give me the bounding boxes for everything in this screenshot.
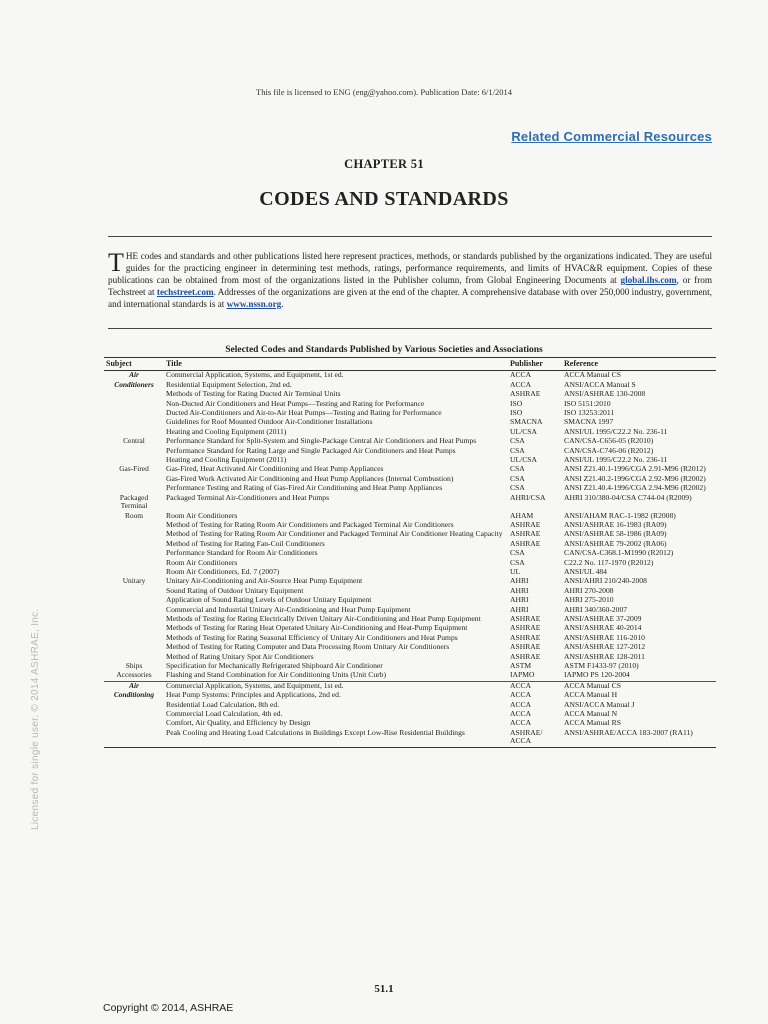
reference-cell: ANSI/AHAM RAC-1-1982 (R2008) [564, 510, 676, 520]
reference-cell: ANSI Z21.40.4-1996/CGA 2.94-M96 (R2002) [564, 483, 706, 493]
subject-cell: Conditioners [114, 379, 154, 389]
divider [108, 236, 712, 237]
subject-cell: Accessories [116, 670, 152, 680]
reference-cell: AHRI 270-2008 [564, 585, 614, 595]
title-cell: Method of Testing for Rating Room Air Conditioners and Packaged Terminal Air Conditioners [166, 519, 454, 529]
table-row [104, 671, 716, 681]
publisher-cell: ASTM [510, 661, 532, 670]
subject-cell [104, 475, 164, 484]
reference-cell: ANSI Z21.40.2-1996/CGA 2.92-M96 (R2002) [564, 473, 706, 483]
subject-cell [104, 634, 164, 643]
title-cell: Specification for Mechanically Refrigerated Shipboard Air Conditioner [166, 661, 383, 670]
title-cell: Method of Testing for Rating Room Air Conditioner and Packaged Terminal Air Conditioner Heating Capacity [166, 529, 503, 539]
reference-cell: CAN/CSA-C368.1-M1990 (R2012) [564, 548, 674, 558]
reference-cell: ANSI/ASHRAE/ACCA 183-2007 (RA11) [562, 729, 716, 747]
reference-cell: ACCA Manual RS [564, 718, 621, 728]
title-cell: Sound Rating of Outdoor Unitary Equipment [166, 585, 304, 595]
title-cell: Flashing and Stand Combination for Air Conditioning Units (Unit Curb) [166, 670, 387, 680]
col-title-header: Title [164, 358, 508, 371]
publisher-cell: ASHRAE [510, 632, 541, 642]
subject-cell: Conditioning [113, 690, 155, 700]
reference-cell: IAPMO PS 120-2004 [564, 670, 630, 680]
page-title: CODES AND STANDARDS [259, 188, 509, 210]
techstreet-link[interactable]: techstreet.com [156, 287, 214, 297]
subject-cell [104, 587, 164, 596]
subject-cell: Packaged Terminal [119, 492, 149, 511]
publisher-cell: AHAM [510, 510, 534, 520]
publisher-cell: ASHRAE [510, 613, 541, 623]
publisher-cell: ACCA [510, 718, 532, 728]
title-cell: Gas-Fired, Heat Activated Air Conditioning and Heat Pump Appliances [166, 464, 384, 474]
title-cell: Methods of Testing for Rating Ducted Air Terminal Units [166, 389, 341, 399]
codes-table [104, 357, 716, 748]
title-cell: Method of Testing for Rating Fan-Coil Conditioners [166, 538, 325, 548]
title-cell: Application of Sound Rating Levels of Outdoor Unitary Equipment [166, 595, 372, 605]
reference-cell: C22.2 No. 117-1970 (R2012) [564, 557, 654, 567]
reference-cell: ANSI/ASHRAE 128-2011 [564, 651, 645, 661]
title-cell: Heat Pump Systems: Principles and Applications, 2nd ed. [166, 690, 341, 700]
reference-cell: ANSI/ASHRAE 40-2014 [564, 623, 642, 633]
publisher-cell: ACCA [510, 379, 532, 389]
title-cell: Heating and Cooling Equipment (2011) [166, 455, 287, 465]
chapter-label: CHAPTER 51 [344, 157, 424, 171]
divider [108, 328, 712, 329]
reference-cell: ANSI/ASHRAE 130-2008 [564, 389, 646, 399]
publisher-cell: CSA [510, 473, 525, 483]
subject-cell: Ships [125, 661, 143, 670]
publisher-cell: ASHRAE [510, 519, 541, 529]
subject-cell [104, 596, 164, 605]
subject-cell [104, 710, 164, 719]
title-cell: Guidelines for Roof Mounted Outdoor Air-Conditioner Installations [166, 417, 373, 427]
title-cell: Performance Standard for Split-System and Single-Package Central Air Conditioners and Heat Pumps [166, 436, 477, 446]
publisher-cell: ISO [510, 408, 523, 418]
title-cell: Method of Rating Unitary Spot Air Conditioners [166, 651, 314, 661]
subject-cell [104, 701, 164, 710]
subject-cell: Gas-Fired [119, 464, 149, 474]
title-cell: Packaged Terminal Air-Conditioners and Heat Pumps [166, 492, 330, 502]
publisher-cell: ASHRAE [510, 538, 541, 548]
page-number: 51.1 [374, 983, 394, 995]
license-line: This file is licensed to ENG (eng@yahoo.com). Publication Date: 6/1/2014 [256, 87, 512, 97]
subject-cell [104, 719, 164, 728]
title-cell: Non-Ducted Air Conditioners and Heat Pumps—Testing and Rating for Performance [166, 398, 425, 408]
copyright-notice: Copyright © 2014, ASHRAE [103, 1002, 234, 1014]
table-row [104, 494, 716, 512]
publisher-cell: CSA [510, 445, 525, 455]
intro-paragraph: THE codes and standards and other publications listed here represent practices, methods, or standards published by the organizations indicated. They are useful guides for the practicing engineer in determining test methods, ratings, performance requirements, and limits of HVAC&R equipment. Copies of these publications can be obtained from most of the organizations listed in the Publisher column, from Global Engineering Documents at global.ihs.com, or from Techstreet at techstreet.com. Addresses of the organizations are given at the end of the chapter. A comprehensive database with over 250,000 industry, government, and international standards is at www.nssn.org. [108, 248, 713, 309]
reference-cell: ISO 5151:2010 [564, 398, 611, 408]
subject-cell: Central [123, 436, 145, 446]
col-publisher-header: Publisher [508, 358, 562, 371]
related-resources-link[interactable]: Related Commercial Resources [511, 129, 712, 144]
subject-cell [104, 643, 164, 652]
title-cell: Methods of Testing for Rating Electrically Driven Unitary Air-Conditioning and Heat Pump Equipment [166, 613, 481, 623]
publisher-cell: ASHRAE [510, 623, 541, 633]
reference-cell: ACCA Manual H [564, 690, 618, 700]
publisher-cell: UL/CSA [510, 455, 538, 465]
subject-cell [104, 400, 164, 409]
title-cell: Unitary Air-Conditioning and Air-Source Heat Pump Equipment [166, 576, 363, 586]
publisher-cell: IAPMO [510, 670, 535, 680]
publisher-cell: AHRI [510, 576, 529, 586]
publisher-cell: ACCA [510, 370, 532, 380]
publisher-cell: CSA [510, 464, 525, 474]
publisher-cell: CSA [510, 436, 525, 446]
subject-cell: Room [124, 510, 144, 520]
col-subject-header: Subject [104, 358, 164, 371]
reference-cell: CAN/CSA-C656-05 (R2010) [564, 436, 654, 446]
col-reference-header: Reference [562, 358, 716, 371]
title-cell: Commercial Application, Systems, and Equipment, 1st ed. [164, 681, 508, 691]
publisher-cell: ISO [510, 398, 523, 408]
reference-cell: ANSI/AHRI 210/240-2008 [564, 576, 647, 586]
subject-cell [104, 447, 164, 456]
publisher-cell: AHRI [510, 595, 529, 605]
title-cell: Performance Testing and Rating of Gas-Fired Air Conditioning and Heat Pump Appliances [166, 483, 443, 493]
reference-cell: ASTM F1433-97 (2010) [564, 661, 639, 670]
subject-cell: Air [129, 370, 139, 380]
reference-cell: ACCA Manual CS [562, 681, 716, 691]
reference-cell: ANSI/ACCA Manual S [564, 379, 636, 389]
reference-cell: ANSI/ASHRAE 58-1986 (RA09) [564, 529, 667, 539]
reference-cell: ACCA Manual CS [564, 370, 621, 380]
nssn-link[interactable]: www.nssn.org [226, 299, 282, 309]
reference-cell: ANSI/ASHRAE 79-2002 (RA06) [564, 538, 667, 548]
title-cell: Comfort, Air Quality, and Efficiency by Design [166, 718, 311, 728]
subject-cell [104, 418, 164, 427]
reference-cell: AHRI 275-2010 [564, 595, 614, 605]
subject-cell [104, 606, 164, 615]
subject-cell [104, 540, 164, 549]
subject-cell [104, 409, 164, 418]
title-cell: Commercial and Industrial Unitary Air-Conditioning and Heat Pump Equipment [166, 604, 411, 614]
title-cell: Heating and Cooling Equipment (2011) [166, 426, 287, 436]
reference-cell: ANSI/ASHRAE 16-1983 (RA09) [564, 519, 667, 529]
publisher-cell: ACCA [508, 681, 562, 691]
reference-cell: ANSI/UL 1995/C22.2 No. 236-11 [564, 426, 668, 436]
table-body [104, 371, 716, 747]
title-cell: Performance Standard for Rating Large and Single Packaged Air Conditioners and Heat Pumps [166, 445, 456, 455]
publisher-cell: CSA [510, 483, 525, 493]
title-cell: Performance Standard for Room Air Conditioners [166, 548, 318, 558]
subject-cell: Air [104, 681, 164, 691]
publisher-cell: ASHRAE [510, 642, 541, 652]
publisher-cell: ASHRAE [510, 389, 541, 399]
publisher-cell: SMACNA [510, 417, 543, 427]
table-caption: Selected Codes and Standards Published by Various Societies and Associations [225, 345, 543, 355]
title-cell: Residential Equipment Selection, 2nd ed. [166, 379, 292, 389]
subject-cell [104, 729, 164, 747]
publisher-cell: AHRI [510, 585, 529, 595]
title-cell: Ducted Air-Conditioners and Air-to-Air Heat Pumps—Testing and Rating for Performance [166, 408, 442, 418]
title-cell: Methods of Testing for Rating Seasonal Efficiency of Unitary Air Conditioners and Heat Pumps [166, 632, 458, 642]
reference-cell: ANSI/ASHRAE 116-2010 [564, 632, 645, 642]
publisher-cell: ACCA [510, 699, 532, 709]
title-cell: Method of Testing for Rating Computer and Data Processing Room Unitary Air Conditioners [166, 642, 450, 652]
title-cell: Peak Cooling and Heating Load Calculations in Buildings Except Low-Rise Residential Buildings [164, 729, 508, 747]
subject-cell [104, 549, 164, 558]
drop-cap: T [108, 248, 124, 277]
title-cell: Residential Load Calculation, 8th ed. [166, 699, 280, 709]
reference-cell: ACCA Manual N [564, 709, 618, 719]
publisher-cell: ASHRAE [510, 651, 541, 661]
publisher-cell: ACCA [510, 690, 532, 700]
table-header-row [104, 358, 716, 371]
license-watermark: Licensed for single user. © 2014 ASHRAE, Inc. [30, 608, 41, 830]
title-cell: Room Air Conditioners [166, 557, 238, 567]
title-cell: Methods of Testing for Rating Heat Operated Unitary Air-Conditioning and Heat-Pump Equipment [166, 623, 468, 633]
reference-cell: ANSI Z21.40.1-1996/CGA 2.91-M96 (R2012) [564, 464, 706, 474]
publisher-cell: ACCA [510, 709, 532, 719]
publisher-cell: CSA [510, 548, 525, 558]
reference-cell: ANSI/UL 1995/C22.2 No. 236-11 [564, 455, 668, 465]
publisher-cell: CSA [510, 557, 525, 567]
subject-cell: Unitary [122, 576, 146, 586]
reference-cell: ANSI/UL 484 [564, 566, 607, 576]
subject-cell [104, 521, 164, 530]
subject-cell [104, 530, 164, 539]
global-ihs-link[interactable]: global.ihs.com [620, 275, 677, 285]
reference-cell: AHRI 310/380-04/CSA C744-04 (R2009) [564, 492, 692, 502]
publisher-cell: AHRI [510, 604, 529, 614]
title-cell: Room Air Conditioners, Ed. 7 (2007) [166, 566, 280, 576]
publisher-cell: ASHRAE/ ACCA [508, 729, 562, 747]
subject-cell [104, 390, 164, 399]
subject-cell [104, 615, 164, 624]
title-cell: Commercial Load Calculation, 4th ed. [166, 709, 283, 719]
publisher-cell: UL/CSA [510, 426, 538, 436]
title-cell: Gas-Fired Work Activated Air Conditioning and Heat Pump Appliances (Internal Combustion) [166, 473, 454, 483]
reference-cell: ANSI/ASHRAE 37-2009 [564, 613, 642, 623]
reference-cell: AHRI 340/360-2007 [564, 604, 628, 614]
reference-cell: CAN/CSA-C746-06 (R2012) [564, 445, 654, 455]
reference-cell: ANSI/ACCA Manual J [564, 699, 635, 709]
subject-cell [104, 624, 164, 633]
subject-cell [104, 559, 164, 568]
title-cell: Commercial Application, Systems, and Equipment, 1st ed. [166, 370, 344, 380]
publisher-cell: ASHRAE [510, 529, 541, 539]
reference-cell: SMACNA 1997 [564, 417, 614, 427]
reference-cell: ISO 13253:2011 [564, 408, 615, 418]
table-row [104, 729, 716, 747]
reference-cell: ANSI/ASHRAE 127-2012 [564, 642, 646, 652]
title-cell: Room Air Conditioners [166, 510, 238, 520]
publisher-cell: UL [510, 566, 521, 576]
publisher-cell: AHRI/CSA [510, 492, 546, 502]
